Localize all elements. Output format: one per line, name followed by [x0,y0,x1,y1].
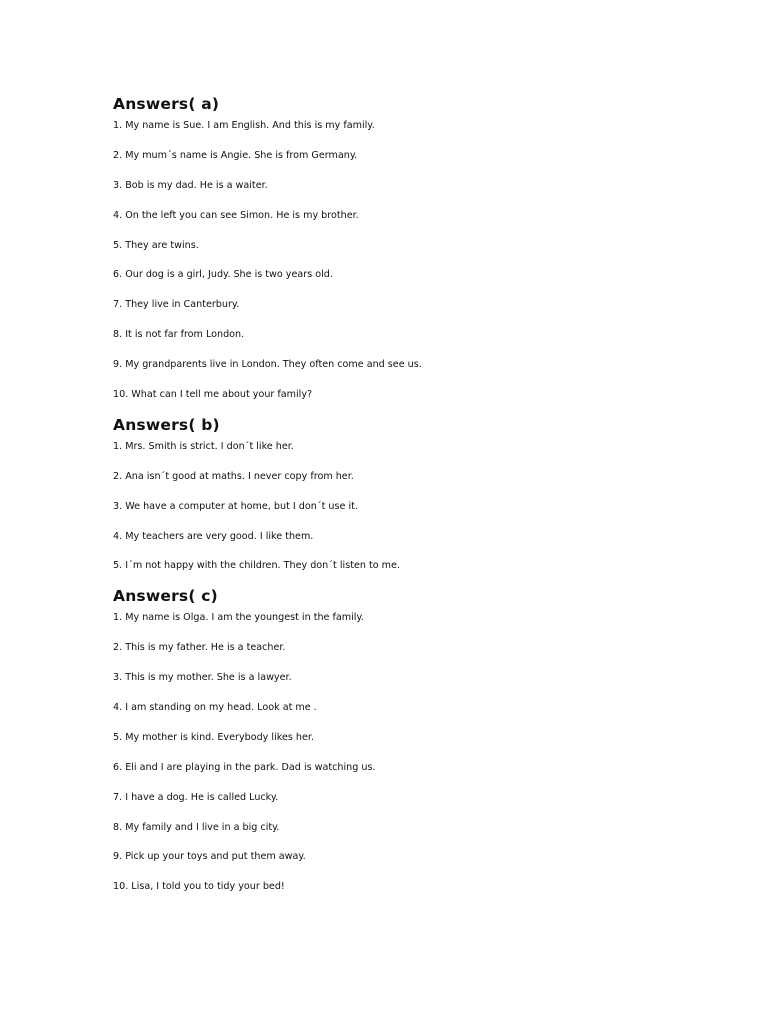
answer-item: 3. This is my mother. She is a lawyer. [113,672,292,684]
answer-item: 4. I am standing on my head. Look at me . [113,702,317,714]
answer-item: 5. They are twins. [113,239,199,251]
answer-item: 5. I´m not happy with the children. They don´t listen to me. [113,560,400,572]
answer-item: 2. This is my father. He is a teacher. [113,642,286,654]
answer-item: 6. Eli and I are playing in the park. Dad is watching us. [113,761,376,773]
answer-list [113,119,713,402]
answer-item: 8. My family and I live in a big city. [113,821,280,833]
answer-item: 8. It is not far from London. [113,329,245,341]
answers-section-a [113,93,713,402]
answers-section-c [113,585,713,894]
answer-item: 7. I have a dog. He is called Lucky. [113,791,279,803]
section-title: Answers( a) [113,95,220,113]
answer-item: 3. Bob is my dad. He is a waiter. [113,179,268,191]
answer-item: 1. My name is Sue. I am English. And this is my family. [113,120,375,131]
answer-list [113,611,713,894]
answer-item: 3. We have a computer at home, but I don´t use it. [113,500,358,512]
answer-item: 9. Pick up your toys and put them away. [113,851,306,863]
answer-item: 9. My grandparents live in London. They often come and see us. [113,359,422,371]
document-page [113,93,713,910]
answer-item: 10. What can I tell me about your family? [113,389,313,401]
answer-item: 4. My teachers are very good. I like them. [113,530,314,542]
answer-item: 2. Ana isn´t good at maths. I never copy from her. [113,470,354,482]
answer-item: 7. They live in Canterbury. [113,299,240,311]
answer-item: 2. My mum´s name is Angie. She is from Germany. [113,149,358,161]
answer-list [113,440,713,574]
section-title: Answers( c) [113,587,218,606]
answer-item: 10. Lisa, I told you to tidy your bed! [113,881,285,893]
section-title: Answers( b) [113,415,220,434]
answer-item: 1. Mrs. Smith is strict. I don´t like her. [113,440,294,452]
answers-section-b [113,414,713,574]
answer-item: 5. My mother is kind. Everybody likes her. [113,731,314,743]
answer-item: 4. On the left you can see Simon. He is my brother. [113,209,359,221]
answer-item: 1. My name is Olga. I am the youngest in the family. [113,612,364,624]
answer-item: 6. Our dog is a girl, Judy. She is two years old. [113,269,333,281]
